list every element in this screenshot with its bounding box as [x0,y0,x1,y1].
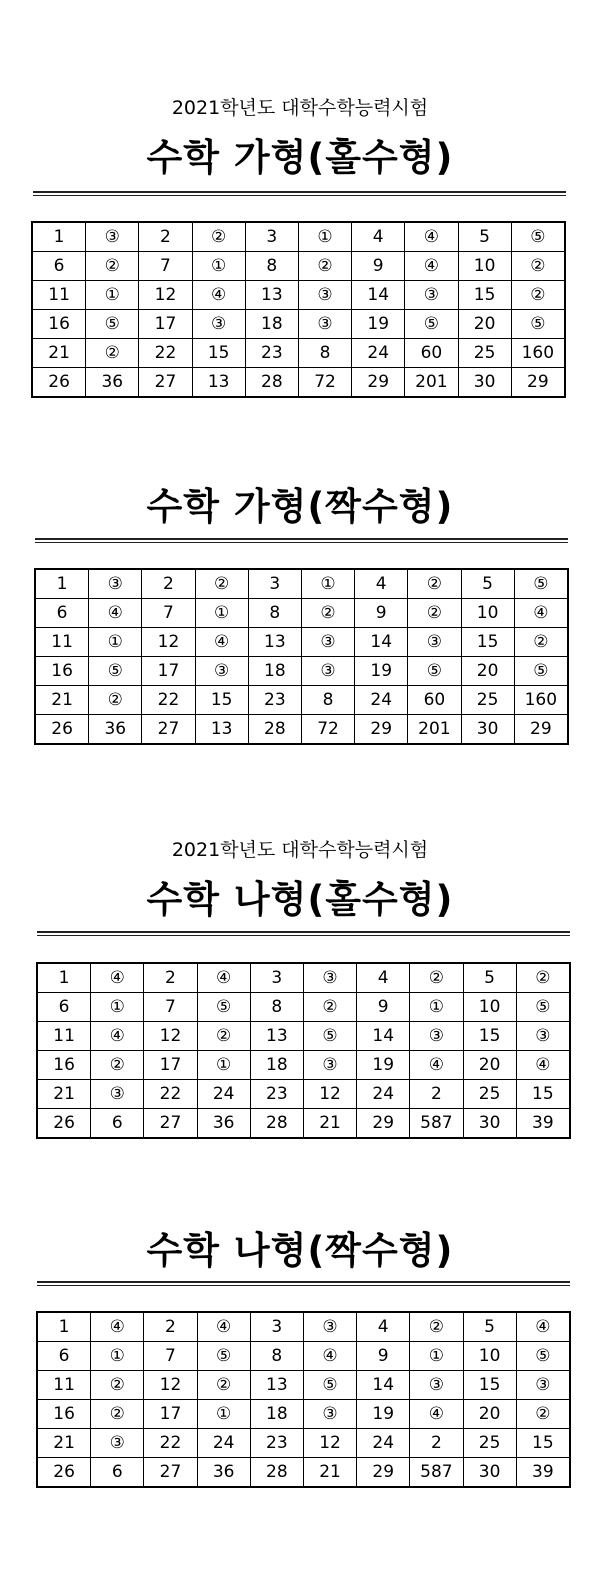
question-number-cell: 15 [463,1371,516,1400]
answer-cell: ③ [303,1312,356,1342]
question-number-cell: 3 [250,1312,303,1342]
title-divider [35,538,568,540]
question-number-cell: 4 [357,963,410,993]
table-row [35,569,568,599]
answer-cell: ② [298,252,351,281]
question-number-cell: 22 [142,686,195,715]
answer-cell: ⑤ [197,1342,250,1371]
answer-cell: ② [410,963,463,993]
answer-cell: 15 [516,1429,570,1458]
question-number-cell: 21 [35,686,89,715]
question-number-cell: 26 [37,1458,91,1488]
question-number-cell: 8 [248,599,301,628]
answer-cell: ④ [197,963,250,993]
answer-cell: ③ [192,310,245,339]
answer-cell: 12 [303,1080,356,1109]
table-row [35,715,568,745]
answer-cell: ④ [516,1051,570,1080]
question-number-cell: 13 [245,281,298,310]
exam-subtitle: 2021학년도 대학수학능력시험 [171,839,429,861]
answer-cell: ② [408,569,461,599]
answer-cell: 8 [301,686,354,715]
answer-cell: ③ [89,569,142,599]
answer-cell: ① [192,252,245,281]
answer-cell: ③ [303,1400,356,1429]
question-number-cell: 3 [245,222,298,252]
question-number-cell: 16 [32,310,86,339]
question-number-cell: 30 [463,1109,516,1139]
question-number-cell: 2 [144,1312,197,1342]
question-number-cell: 15 [463,1022,516,1051]
answer-cell: ② [86,339,139,368]
question-number-cell: 7 [144,1342,197,1371]
section-title: 수학 가형(짝수형) [146,485,454,528]
question-number-cell: 10 [461,599,514,628]
question-number-cell: 25 [463,1429,516,1458]
answer-cell: ③ [405,281,458,310]
question-number-cell: 30 [461,715,514,745]
answer-cell: 36 [197,1458,250,1488]
answer-cell: ① [89,628,142,657]
answer-cell: ② [195,569,248,599]
answer-cell: ① [86,281,139,310]
question-number-cell: 30 [463,1458,516,1488]
answer-table [36,1311,571,1488]
answer-cell: 60 [408,686,461,715]
answer-cell: ③ [91,1080,144,1109]
question-number-cell: 9 [357,993,410,1022]
question-number-cell: 29 [352,368,405,398]
question-number-cell: 24 [352,339,405,368]
answer-cell: 13 [192,368,245,398]
answer-cell: ② [408,599,461,628]
answer-cell: ② [192,222,245,252]
question-number-cell: 14 [357,1022,410,1051]
question-number-cell: 1 [37,963,91,993]
table-row [37,1312,570,1342]
table-row [35,657,568,686]
question-number-cell: 8 [245,252,298,281]
question-number-cell: 21 [37,1080,91,1109]
answer-cell: 36 [89,715,142,745]
answer-cell: ① [298,222,351,252]
answer-cell: 60 [405,339,458,368]
answer-cell: ③ [303,1051,356,1080]
table-row [32,339,565,368]
answer-cell: 201 [405,368,458,398]
table-row [37,963,570,993]
answer-cell: ⑤ [303,1371,356,1400]
question-number-cell: 14 [355,628,408,657]
question-number-cell: 26 [32,368,86,398]
answer-cell: ④ [91,1022,144,1051]
answer-cell: ⑤ [511,222,565,252]
question-number-cell: 14 [352,281,405,310]
question-number-cell: 28 [245,368,298,398]
table-row [32,281,565,310]
question-number-cell: 27 [144,1458,197,1488]
answer-cell: 12 [303,1429,356,1458]
table-row [37,993,570,1022]
answer-cell: ① [91,1342,144,1371]
answer-cell: ② [91,1400,144,1429]
question-number-cell: 25 [458,339,511,368]
question-number-cell: 13 [248,628,301,657]
question-number-cell: 23 [245,339,298,368]
question-number-cell: 22 [144,1080,197,1109]
question-number-cell: 16 [35,657,89,686]
question-number-cell: 16 [37,1400,91,1429]
answer-cell: ② [516,963,570,993]
answer-cell: ③ [86,222,139,252]
question-number-cell: 27 [139,368,192,398]
answer-cell: ⑤ [197,993,250,1022]
answer-cell: ① [410,993,463,1022]
table-row [37,1109,570,1139]
question-number-cell: 2 [139,222,192,252]
answer-table [36,962,571,1139]
answer-cell: ③ [303,963,356,993]
table-row [32,252,565,281]
answer-cell: ④ [405,222,458,252]
question-number-cell: 17 [144,1400,197,1429]
question-number-cell: 1 [32,222,86,252]
answer-cell: ⑤ [405,310,458,339]
answer-cell: 15 [195,686,248,715]
answer-cell: ⑤ [516,1342,570,1371]
question-number-cell: 9 [355,599,408,628]
question-number-cell: 28 [250,1458,303,1488]
question-number-cell: 19 [352,310,405,339]
question-number-cell: 18 [245,310,298,339]
answer-cell: 15 [192,339,245,368]
question-number-cell: 5 [458,222,511,252]
question-number-cell: 21 [32,339,86,368]
question-number-cell: 30 [458,368,511,398]
question-number-cell: 5 [461,569,514,599]
table-row [35,686,568,715]
answer-cell: 160 [511,339,565,368]
answer-cell: ③ [301,657,354,686]
answer-cell: 36 [86,368,139,398]
answer-table [31,221,566,398]
question-number-cell: 7 [144,993,197,1022]
table-row [32,368,565,398]
answer-cell: ② [410,1312,463,1342]
question-number-cell: 29 [357,1458,410,1488]
answer-cell: ② [511,252,565,281]
answer-cell: 29 [511,368,565,398]
answer-cell: ④ [514,599,568,628]
question-number-cell: 19 [355,657,408,686]
section-title: 수학 나형(홀수형) [146,878,454,921]
question-number-cell: 26 [37,1109,91,1139]
answer-cell: ④ [192,281,245,310]
question-number-cell: 20 [463,1400,516,1429]
question-number-cell: 18 [250,1400,303,1429]
answer-cell: ① [410,1342,463,1371]
section-title: 수학 나형(짝수형) [146,1229,454,1272]
answer-cell: ⑤ [514,657,568,686]
question-number-cell: 26 [35,715,89,745]
question-number-cell: 7 [142,599,195,628]
answer-cell: 2 [410,1080,463,1109]
question-number-cell: 27 [144,1109,197,1139]
answer-cell: 21 [303,1458,356,1488]
answer-cell: 29 [514,715,568,745]
question-number-cell: 11 [37,1022,91,1051]
question-number-cell: 23 [250,1429,303,1458]
question-number-cell: 5 [463,963,516,993]
question-number-cell: 10 [463,993,516,1022]
question-number-cell: 20 [463,1051,516,1080]
answer-cell: ④ [516,1312,570,1342]
question-number-cell: 3 [250,963,303,993]
question-number-cell: 2 [142,569,195,599]
question-number-cell: 18 [250,1051,303,1080]
question-number-cell: 6 [37,1342,91,1371]
table-row [37,1342,570,1371]
answer-cell: ① [91,993,144,1022]
question-number-cell: 12 [139,281,192,310]
answer-cell: ② [516,1400,570,1429]
question-number-cell: 25 [463,1080,516,1109]
question-number-cell: 28 [250,1109,303,1139]
answer-cell: ③ [298,281,351,310]
question-number-cell: 22 [139,339,192,368]
question-number-cell: 12 [144,1371,197,1400]
answer-cell: 587 [410,1109,463,1139]
answer-cell: ③ [301,628,354,657]
question-number-cell: 21 [37,1429,91,1458]
answer-cell: ③ [516,1022,570,1051]
question-number-cell: 23 [250,1080,303,1109]
answer-cell: ③ [408,628,461,657]
table-row [35,628,568,657]
answer-cell: ③ [410,1371,463,1400]
answer-cell: ④ [410,1051,463,1080]
answer-cell: 6 [91,1458,144,1488]
answer-cell: ④ [303,1342,356,1371]
answer-cell: 21 [303,1109,356,1139]
table-row [37,1458,570,1488]
answer-cell: ① [195,599,248,628]
question-number-cell: 17 [142,657,195,686]
question-number-cell: 12 [142,628,195,657]
answer-cell: ⑤ [303,1022,356,1051]
answer-cell: ① [197,1051,250,1080]
answer-cell: ⑤ [514,569,568,599]
table-row [32,310,565,339]
answer-cell: ③ [410,1022,463,1051]
question-number-cell: 22 [144,1429,197,1458]
answer-cell: ② [197,1022,250,1051]
question-number-cell: 25 [461,686,514,715]
answer-cell: ② [301,599,354,628]
question-number-cell: 28 [248,715,301,745]
answer-cell: ① [301,569,354,599]
answer-cell: ③ [298,310,351,339]
answer-cell: ② [303,993,356,1022]
question-number-cell: 17 [144,1051,197,1080]
table-row [37,1429,570,1458]
question-number-cell: 29 [355,715,408,745]
question-number-cell: 29 [357,1109,410,1139]
answer-cell: 13 [195,715,248,745]
title-divider [37,1281,570,1283]
question-number-cell: 5 [463,1312,516,1342]
title-divider [37,931,570,933]
question-number-cell: 6 [37,993,91,1022]
question-number-cell: 9 [352,252,405,281]
answer-cell: ④ [89,599,142,628]
question-number-cell: 6 [35,599,89,628]
question-number-cell: 17 [139,310,192,339]
question-number-cell: 24 [357,1080,410,1109]
answer-table [34,568,569,745]
question-number-cell: 20 [458,310,511,339]
table-row [32,222,565,252]
table-row [37,1022,570,1051]
answer-cell: ④ [197,1312,250,1342]
question-number-cell: 15 [458,281,511,310]
answer-cell: 24 [197,1080,250,1109]
answer-cell: ⑤ [408,657,461,686]
question-number-cell: 19 [357,1400,410,1429]
answer-cell: 587 [410,1458,463,1488]
table-row [37,1080,570,1109]
answer-cell: ② [197,1371,250,1400]
answer-cell: 39 [516,1458,570,1488]
question-number-cell: 19 [357,1051,410,1080]
answer-cell: 201 [408,715,461,745]
answer-cell: ⑤ [511,310,565,339]
question-number-cell: 11 [37,1371,91,1400]
question-number-cell: 8 [250,993,303,1022]
question-number-cell: 14 [357,1371,410,1400]
question-number-cell: 12 [144,1022,197,1051]
answer-cell: 160 [514,686,568,715]
question-number-cell: 27 [142,715,195,745]
table-row [37,1051,570,1080]
answer-cell: ③ [195,657,248,686]
question-number-cell: 11 [32,281,86,310]
answer-cell: ③ [516,1371,570,1400]
answer-cell: ④ [410,1400,463,1429]
question-number-cell: 4 [352,222,405,252]
question-number-cell: 23 [248,686,301,715]
question-number-cell: 13 [250,1022,303,1051]
answer-cell: ⑤ [89,657,142,686]
answer-cell: 36 [197,1109,250,1139]
answer-cell: ⑤ [86,310,139,339]
question-number-cell: 1 [37,1312,91,1342]
answer-cell: 39 [516,1109,570,1139]
answer-cell: 6 [91,1109,144,1139]
question-number-cell: 24 [357,1429,410,1458]
question-number-cell: 10 [463,1342,516,1371]
question-number-cell: 8 [250,1342,303,1371]
section-title: 수학 가형(홀수형) [146,136,454,179]
table-row [37,1371,570,1400]
answer-cell: 72 [298,368,351,398]
question-number-cell: 20 [461,657,514,686]
title-divider [33,191,566,193]
answer-cell: ② [511,281,565,310]
table-row [35,599,568,628]
table-row [37,1400,570,1429]
question-number-cell: 18 [248,657,301,686]
answer-cell: 24 [197,1429,250,1458]
answer-cell: ② [89,686,142,715]
question-number-cell: 1 [35,569,89,599]
question-number-cell: 2 [144,963,197,993]
answer-cell: ④ [91,1312,144,1342]
answer-cell: ② [514,628,568,657]
answer-cell: 72 [301,715,354,745]
answer-cell: ② [91,1371,144,1400]
question-number-cell: 9 [357,1342,410,1371]
answer-cell: ② [86,252,139,281]
answer-cell: ⑤ [516,993,570,1022]
question-number-cell: 3 [248,569,301,599]
answer-cell: ④ [195,628,248,657]
question-number-cell: 15 [461,628,514,657]
question-number-cell: 16 [37,1051,91,1080]
answer-cell: ④ [405,252,458,281]
question-number-cell: 4 [357,1312,410,1342]
answer-cell: 2 [410,1429,463,1458]
question-number-cell: 24 [355,686,408,715]
answer-cell: ④ [91,963,144,993]
answer-cell: ② [91,1051,144,1080]
answer-cell: ① [197,1400,250,1429]
exam-subtitle: 2021학년도 대학수학능력시험 [171,97,429,119]
question-number-cell: 7 [139,252,192,281]
question-number-cell: 11 [35,628,89,657]
answer-cell: ③ [91,1429,144,1458]
answer-cell: 15 [516,1080,570,1109]
question-number-cell: 6 [32,252,86,281]
question-number-cell: 10 [458,252,511,281]
question-number-cell: 13 [250,1371,303,1400]
answer-cell: 8 [298,339,351,368]
question-number-cell: 4 [355,569,408,599]
